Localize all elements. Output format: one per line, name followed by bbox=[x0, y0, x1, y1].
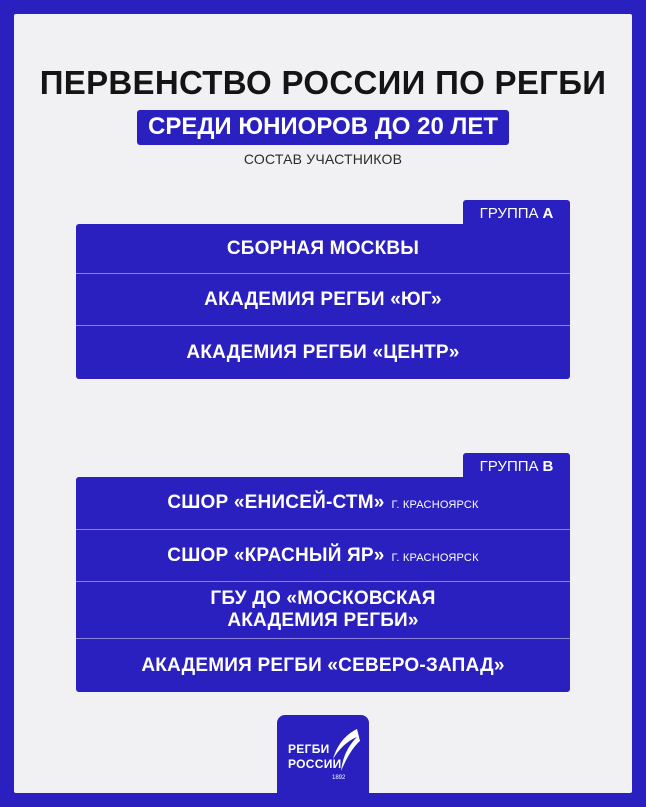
subtitle-wrap bbox=[14, 110, 632, 145]
team-name: СШОР «ЕНИСЕЙ-СТМ» bbox=[167, 492, 385, 513]
group-b-letter: В bbox=[542, 458, 554, 475]
team-name: СБОРНАЯ МОСКВЫ bbox=[226, 237, 420, 259]
team-name: АКАДЕМИЯ РЕГБИ «ЮГ» bbox=[204, 288, 442, 310]
logo-line2: РОССИИ bbox=[288, 757, 342, 771]
team-row bbox=[76, 326, 570, 379]
group-a-letter: А bbox=[542, 205, 554, 222]
group-b-label: ГРУППА bbox=[479, 458, 539, 475]
participants-caption: СОСТАВ УЧАСТНИКОВ bbox=[243, 151, 403, 167]
rugby-russia-logo bbox=[277, 715, 369, 807]
team-row bbox=[76, 530, 570, 582]
team-row bbox=[76, 639, 570, 692]
team-name: АКАДЕМИЯ РЕГБИ «СЕВЕРО-ЗАПАД» bbox=[141, 654, 505, 676]
group-a-label: ГРУППА bbox=[479, 205, 539, 222]
group-b-list bbox=[76, 477, 570, 692]
page-subtitle: СРЕДИ ЮНИОРОВ ДО 20 ЛЕТ bbox=[137, 110, 509, 145]
team-row bbox=[76, 274, 570, 326]
team-city: Г. КРАСНОЯРСК bbox=[391, 499, 479, 511]
team-name: ГБУ ДО «МОСКОВСКАЯ bbox=[210, 588, 436, 609]
group-a-tag bbox=[463, 200, 570, 224]
group-a-list bbox=[76, 224, 570, 379]
logo-line1: РЕГБИ bbox=[288, 742, 330, 756]
page-title: ПЕРВЕНСТВО РОССИИ ПО РЕГБИ bbox=[39, 64, 607, 101]
team-name-line2: АКАДЕМИЯ РЕГБИ» bbox=[227, 610, 419, 631]
group-b-tag bbox=[463, 453, 570, 477]
team-row bbox=[76, 582, 570, 639]
logo-year: 1892 bbox=[332, 775, 346, 781]
team-row bbox=[76, 477, 570, 530]
team-city: Г. КРАСНОЯРСК bbox=[391, 551, 479, 564]
team-name: АКАДЕМИЯ РЕГБИ «ЦЕНТР» bbox=[186, 341, 460, 363]
team-name: СШОР «КРАСНЫЙ ЯР» bbox=[167, 544, 385, 566]
team-row bbox=[76, 224, 570, 274]
